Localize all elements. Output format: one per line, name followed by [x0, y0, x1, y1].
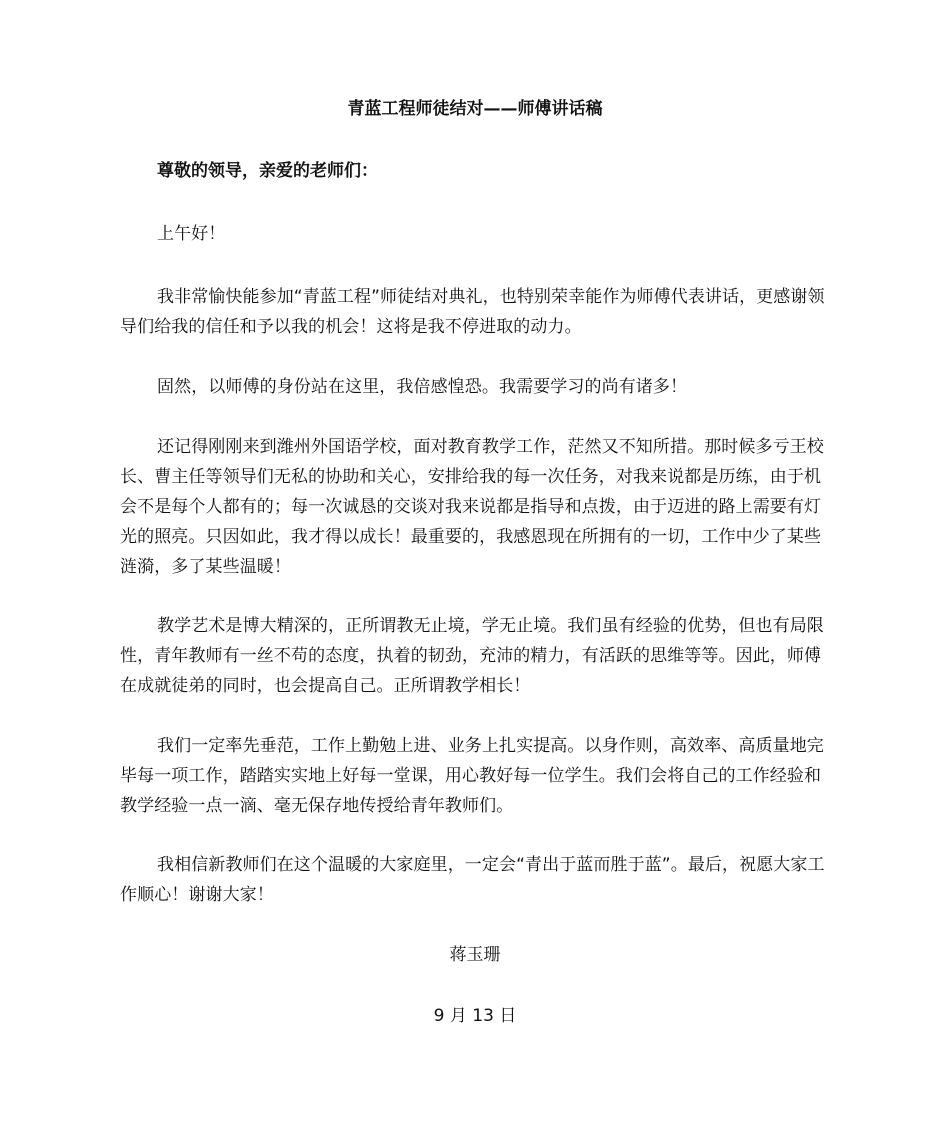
salutation: 尊敬的领导，亲爱的老师们： — [157, 161, 378, 181]
paragraph-closing: 我相信新教师们在这个温暖的大家庭里，一定会“青出于蓝而胜于蓝”。最后，祝愿大家工作顺心！谢谢大家！ — [120, 855, 825, 905]
paragraph-commitment: 我们一定率先垂范，工作上勤勉上进、业务上扎实提高。以身作则，高效率、高质量地完毕每一项工作，踏踏实实地上好每一堂课，用心教好每一位学生。我们会将自己的工作经验和教学经验一点一滴、毫无保存地传授给青年教师们。 — [120, 736, 824, 816]
paragraph-teaching-art: 教学艺术是博大精深的，正所谓教无止境，学无止境。我们虽有经验的优势，但也有局限性，青年教师有一丝不苟的态度，执着的韧劲，充沛的精力，有活跃的思维等等。因此，师傅在成就徒弟的同时，也会提高自己。正所谓教学相长！ — [120, 616, 824, 696]
date: 9 月 13 日 — [433, 1006, 517, 1026]
document-title: 青蓝工程师徒结对——师傅讲话稿 — [347, 99, 603, 119]
paragraph-humility: 固然，以师傅的身份站在这里，我倍感惶恐。我需要学习的尚有诸多！ — [157, 377, 688, 397]
paragraph-greeting: 上午好！ — [157, 224, 226, 244]
paragraph-intro: 我非常愉快能参加“青蓝工程”师徒结对典礼，也特别荣幸能作为师傅代表讲话，更感谢领导们给我的信任和予以我的机会！这将是我不停进取的动力。 — [120, 287, 825, 337]
signature: 蒋玉珊 — [449, 945, 501, 965]
paragraph-memories: 还记得刚刚来到潍州外国语学校，面对教育教学工作，茫然又不知所措。那时候多亏王校长、曹主任等领导们无私的协助和关心，安排给我的每一次任务，对我来说都是历练，由于机会不是每个人都有的；每一次诚恳的交谈对我来说都是指导和点拨，由于迈进的路上需要有灯光的照亮。只因如此，我才得以成长！最重要的，我感恩现在所拥有的一切，工作中少了某些涟漪，多了某些温暖！ — [120, 437, 824, 577]
